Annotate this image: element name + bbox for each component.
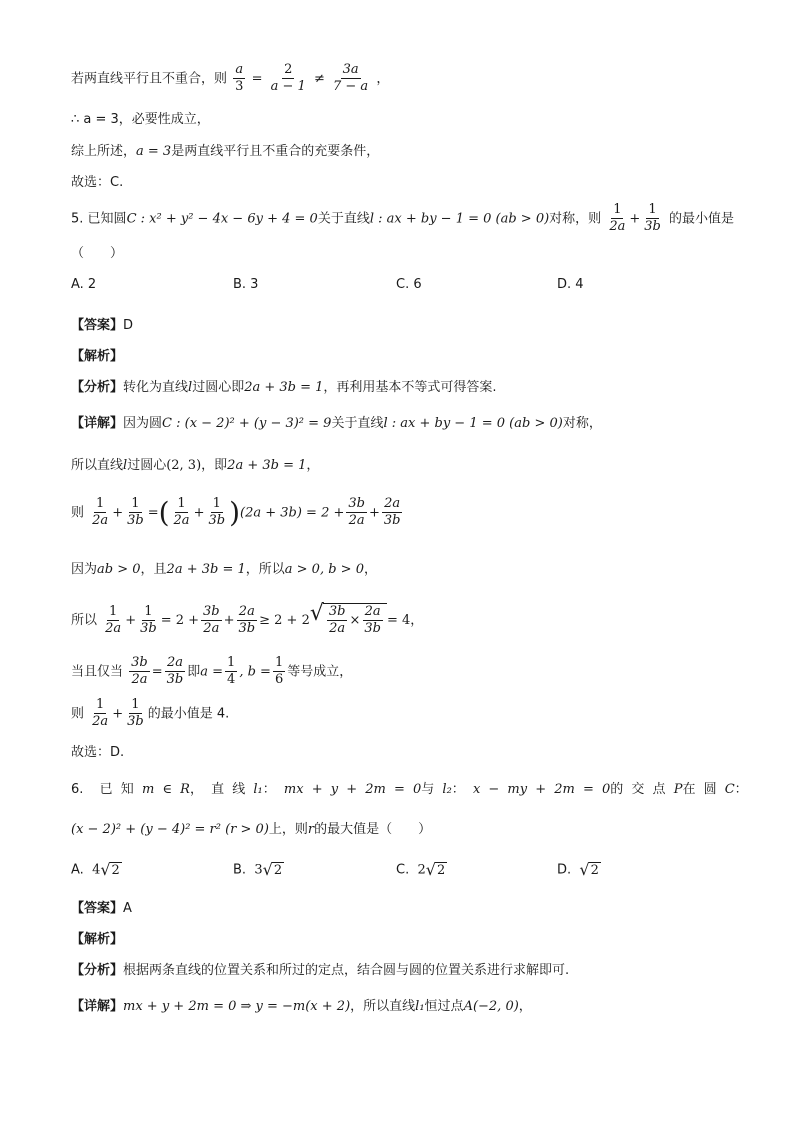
q5-fenxi: 【分析】转化为直线l过圆心即2a + 3b = 1，再利用基本不等式可得答案. [71, 380, 497, 395]
fraction: $\frac{3b}{2a}$ [348, 496, 365, 529]
fraction: $\frac{1}{4}$ [227, 655, 236, 688]
prev-line-1: 若两直线平行且不重合，则 $\frac{a}{3}$ = $\frac{2}{a - 1}$ ≠ $\frac{3a}{7 - a}$ ， [71, 62, 390, 95]
q5-option-d: D. 4 [557, 277, 584, 292]
q5-step-6: 当且仅当 $\frac{3b}{2a}$ = $\frac{2a}{3b}$ 即a = $\frac{1}{4}$ , b = $\frac{1}{6}$ 等号成立， [71, 655, 353, 688]
text: 若两直线平行且不重合，则 [71, 71, 228, 87]
q6-option-a: A. 4 √ 2 [71, 860, 120, 879]
fraction: $\frac{2a}{3b}$ [238, 603, 256, 636]
q6-stem-2: (x − 2)² + (y − 4)² = r² (r > 0)上，则r的最大值是（ ） [71, 822, 432, 837]
square-root: √ $\frac{3b}{2a}$ × $\frac{2a}{3b}$ [310, 603, 387, 638]
prev-line-3: 综上所述，a = 3是两直线平行且不重合的充要条件， [71, 144, 380, 159]
left-paren: ( [158, 495, 170, 529]
q5-step-7: 则 $\frac{1}{2a}$ + $\frac{1}{3b}$ 的最小值是 4. [71, 697, 230, 730]
fraction: $\frac{1}{2a}$ [105, 603, 122, 636]
fraction: $\frac{1}{3b}$ [208, 496, 226, 529]
fraction: $\frac{1}{2a}$ [173, 496, 190, 529]
fraction: $\frac{1}{2a}$ [609, 202, 626, 235]
q5-answer: 【答案】D [71, 318, 134, 333]
fraction: $\frac{1}{3b}$ [140, 603, 157, 636]
q5-option-b: B. 3 [233, 277, 259, 292]
fraction: $\frac{3b}{2a}$ [203, 603, 220, 636]
q6-option-d: D. √ 2 [557, 860, 599, 879]
q5-xiangjie: 【详解】因为圆C : (x − 2)² + (y − 3)² = 9关于直线l : ax + by − 1 = 0 (ab > 0)对称， [71, 416, 602, 431]
q5-option-c: C. 6 [396, 277, 422, 292]
q6-stem-1: 6. 已 知 m ∈ R， 直 线 l₁： mx + y + 2m = 0与 l₂： x − my + 2m = 0的 交 点 P在 圆 C： [71, 782, 748, 797]
q5-step-8: 故选：D. [71, 745, 125, 760]
square-root: √ 2 [579, 860, 599, 879]
fraction: $\frac{1}{3b}$ [127, 697, 144, 730]
fraction: $\frac{1}{2a}$ [92, 496, 109, 529]
q6-answer: 【答案】A [71, 901, 132, 916]
q5-step-4: 因为ab > 0，且2a + 3b = 1，所以a > 0, b > 0， [71, 562, 377, 577]
prev-line-2: ∴ a = 3，必要性成立， [71, 112, 210, 127]
fraction: $\frac{2a}{3b}$ [166, 655, 184, 688]
q6-xiangjie: 【详解】mx + y + 2m = 0 ⇒ y = −m(x + 2)，所以直线l₁恒过点A(−2, 0)， [71, 999, 532, 1014]
fraction: $\frac{1}{3b}$ [127, 496, 144, 529]
fraction: $\frac{2}{a - 1}$ [270, 62, 306, 95]
prev-line-4: 故选：C. [71, 175, 124, 190]
fraction: $\frac{3b}{2a}$ [131, 655, 148, 688]
q6-fenxi: 【分析】根据两条直线的位置关系和所过的定点，结合圆与圆的位置关系进行求解即可. [71, 963, 570, 978]
q6-option-c: C. 2 √ 2 [396, 860, 446, 879]
fraction: $\frac{1}{3b}$ [644, 202, 661, 235]
q5-stem: 5. 已知圆C : x² + y² − 4x − 6y + 4 = 0关于直线l : ax + by − 1 = 0 (ab > 0)对称，则 $\frac{1}{2a}$ + $\frac{1}{3b}$ 的最小值是 [71, 202, 735, 235]
fraction: $\frac{a}{3}$ [235, 62, 244, 95]
fraction: $\frac{2a}{3b}$ [364, 604, 381, 637]
q5-step-2: 所以直线l过圆心(2, 3)，即2a + 3b = 1， [71, 458, 320, 473]
fraction: $\frac{3b}{2a}$ [328, 604, 346, 637]
square-root: √ 2 [100, 860, 120, 879]
q5-step-3: 则 $\frac{1}{2a}$ + $\frac{1}{3b}$ =( $\frac{1}{2a}$ + $\frac{1}{3b}$ )(2a + 3b) = 2 + $\frac{3b}{2a}$ + $\frac{2a}{3b}$ [71, 495, 401, 529]
square-root: √ 2 [425, 860, 446, 879]
q5-blank: （ ） [71, 246, 124, 261]
q6-option-b: B. 3 √ 2 [233, 860, 283, 879]
fraction: $\frac{2a}{3b}$ [383, 496, 401, 529]
square-root: √ 2 [262, 860, 283, 879]
q6-analysis-label: 【解析】 [71, 932, 124, 947]
q5-analysis-label: 【解析】 [71, 349, 124, 364]
fraction: $\frac{1}{2a}$ [92, 697, 109, 730]
fraction: $\frac{1}{6}$ [274, 655, 284, 688]
fraction: $\frac{3a}{7 - a}$ [333, 62, 369, 95]
right-paren: ) [229, 495, 240, 529]
q5-step-5: 所以 $\frac{1}{2a}$ + $\frac{1}{3b}$ = 2 + $\frac{3b}{2a}$ + $\frac{2a}{3b}$ ≥ 2 + 2 √ $\frac{3b}{2a}$ × $\frac{2a}{3b}$ = 4， [71, 601, 424, 637]
q5-option-a: A. 2 [71, 277, 97, 292]
